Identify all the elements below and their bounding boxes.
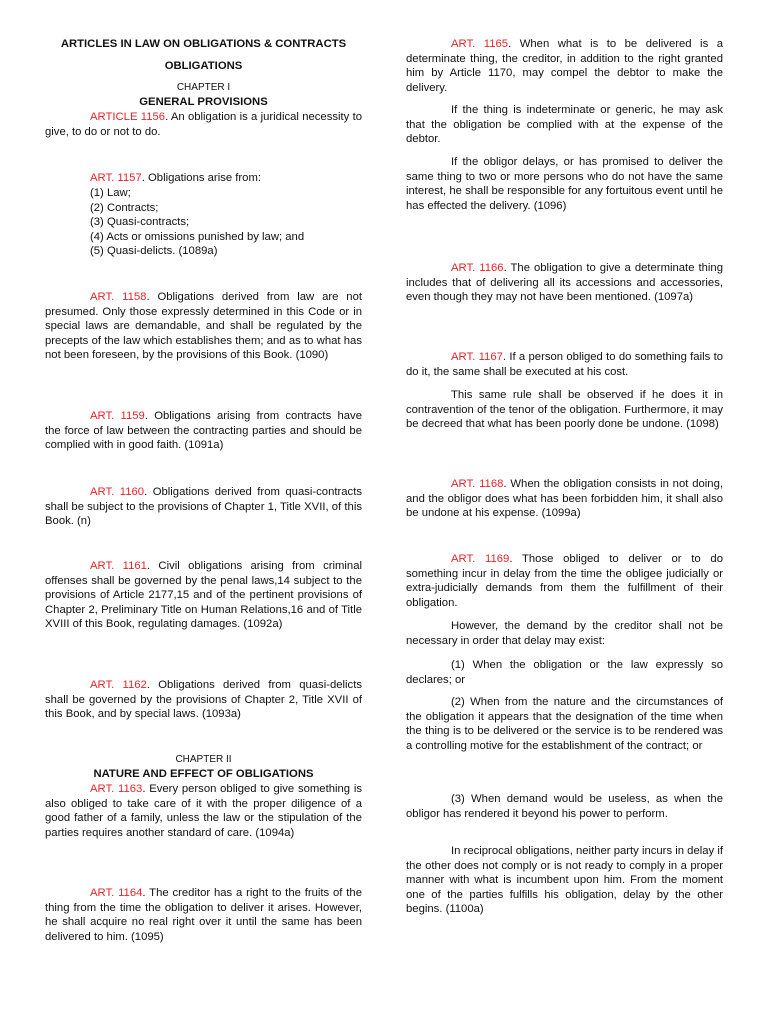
article-1164-number: ART. 1164: [90, 887, 143, 899]
article-1160-text: . Obligations derived from quasi-contracts shall be subject to the provisions of Chapter 1, Title XVII, of this Book. (n): [45, 486, 362, 528]
article-1157-list: [90, 186, 362, 259]
article-1168-text: . When the obligation consists in not doing, and the obligor does what has been forbidden him, it shall also be undone at his expense. (1099a): [406, 478, 723, 520]
list-item: (1) Law;: [90, 187, 131, 199]
article-1165-paragraph-3: If the obligor delays, or has promised to deliver the same thing to two or more persons who do not have the same interest, he shall be responsible for any fortuitous event until he has effected the delivery. (1096): [406, 156, 723, 212]
article-1169-paragraph-6: In reciprocal obligations, neither party incurs in delay if the other does not comply or is not ready to comply in a proper manner with what is incumbent upon him. From the moment one of the parties fulfills his obligation, delay by the other begins. (1100a): [406, 845, 723, 916]
article-1162-number: ART. 1162: [90, 679, 147, 691]
article-1156: [45, 110, 362, 139]
article-1158-text: . Obligations derived from law are not presumed. Only those expressly determined in this Code or in special laws are demandable, and shall be regulated by the precepts of the law which establishes them; and as to what has not been foreseen, by the provisions of this Book. (1090): [45, 291, 362, 362]
chapter-2-label: CHAPTER II: [175, 754, 232, 765]
article-1166-number: ART. 1166: [451, 262, 504, 274]
article-1169-paragraph-2: However, the demand by the creditor shall not be necessary in order that delay may exist:: [406, 620, 723, 647]
list-item: (5) Quasi-delicts. (1089a): [90, 245, 218, 258]
list-item: (3) Quasi-contracts;: [90, 216, 190, 229]
article-1168-number: ART. 1168: [451, 478, 504, 490]
article-1162: [45, 678, 362, 722]
article-1162-text: . Obligations derived from quasi-delicts shall be governed by the provisions of Chapter 2, Title XVII of this Book, and by special laws. (1093a): [45, 679, 362, 721]
article-1161-text: . Civil obligations arising from criminal offenses shall be governed by the penal laws,14 subject to the provisions of Article 2177,15 and of the pertinent provisions of Chapter 2, Preliminary Title on Human Relations,16 and of Title XVIII of this Book, regulating damages. (1092a): [45, 560, 362, 631]
article-1164-text: . The creditor has a right to the fruits of the thing from the time the obligation to deliver it arises. However, he shall acquire no real right over it until the same has been delivered to him. (1095): [45, 887, 362, 943]
article-1161: [45, 559, 362, 632]
article-1167-text: . If a person obliged to do something fails to do it, the same shall be executed at his cost.: [406, 351, 723, 378]
article-1165: [406, 37, 723, 95]
chapter-1-title: GENERAL PROVISIONS: [139, 96, 268, 108]
article-1159: [45, 409, 362, 453]
article-1165-paragraph-2: If the thing is indeterminate or generic, he may ask that the obligation be complied with at the expense of the debtor.: [406, 104, 723, 146]
article-1167-number: ART. 1167: [451, 351, 503, 363]
article-1169-paragraph-5: (3) When demand would be useless, as when the obligor has rendered it beyond his power to perform.: [406, 793, 723, 820]
article-1160-number: ART. 1160: [90, 486, 145, 498]
chapter-2-title: NATURE AND EFFECT OF OBLIGATIONS: [93, 768, 314, 780]
list-item: (4) Acts or omissions punished by law; and: [90, 230, 305, 243]
article-1166: [406, 261, 723, 305]
article-1169-number: ART. 1169: [451, 553, 510, 565]
article-1156-number: ARTICLE 1156: [90, 111, 166, 123]
article-1159-number: ART. 1159: [90, 410, 145, 422]
article-1158: [45, 290, 362, 363]
article-1163-text: . Every person obliged to give something is also obliged to take care of it with the proper diligence of a good father of a family, unless the law or the stipulation of the parties requires another standard of care. (1094a): [45, 783, 362, 839]
article-1169-paragraph-3: (1) When the obligation or the law expressly so declares; or: [406, 659, 723, 686]
article-1169: [406, 552, 723, 610]
article-1159-text: . Obligations arising from contracts have the force of law between the contracting parties and should be complied with in good faith. (1091a): [45, 410, 362, 452]
article-1167-paragraph-2: This same rule shall be observed if he does it in contravention of the tenor of the obligation. Furthermore, it may be decreed that what has been poorly done be undone. (1098): [406, 389, 723, 431]
article-1169-text: . Those obliged to deliver or to do something incur in delay from the time the obligee judicially or extra-judicially demands from them the fulfillment of their obligation.: [406, 553, 723, 609]
article-1157-text: . Obligations arise from:: [141, 172, 262, 184]
article-1165-number: ART. 1165: [451, 38, 509, 50]
list-item: (2) Contracts;: [90, 201, 159, 214]
article-1169-paragraph-4: (2) When from the nature and the circumstances of the obligation it appears that the designation of the time when the thing is to be delivered or the service is to be rendered was a controlling motive for the establishment of the contract; or: [406, 696, 723, 752]
article-1167: [406, 350, 723, 379]
document-subtitle: OBLIGATIONS: [164, 60, 243, 72]
article-1160: [45, 485, 362, 529]
article-1156-text: . An obligation is a juridical necessity to give, to do or not to do.: [45, 111, 362, 138]
article-1161-number: ART. 1161: [90, 560, 147, 572]
article-1164: [45, 886, 362, 944]
article-1165-text: . When what is to be delivered is a determinate thing, the creditor, in addition to the right granted him by Article 1170, may compel the debtor to make the delivery.: [406, 38, 723, 94]
document-title: ARTICLES IN LAW ON OBLIGATIONS & CONTRACTS: [60, 38, 347, 50]
article-1157: [45, 171, 362, 186]
article-1158-number: ART. 1158: [90, 291, 147, 303]
article-1166-text: . The obligation to give a determinate thing includes that of delivering all its accessions and accessories, even though they may not have been mentioned. (1097a): [406, 262, 723, 304]
chapter-1-label: CHAPTER I: [176, 82, 231, 93]
article-1168: [406, 477, 723, 521]
article-1157-number: ART. 1157: [90, 172, 142, 184]
article-1163: [45, 782, 362, 840]
article-1163-number: ART. 1163: [90, 783, 143, 795]
